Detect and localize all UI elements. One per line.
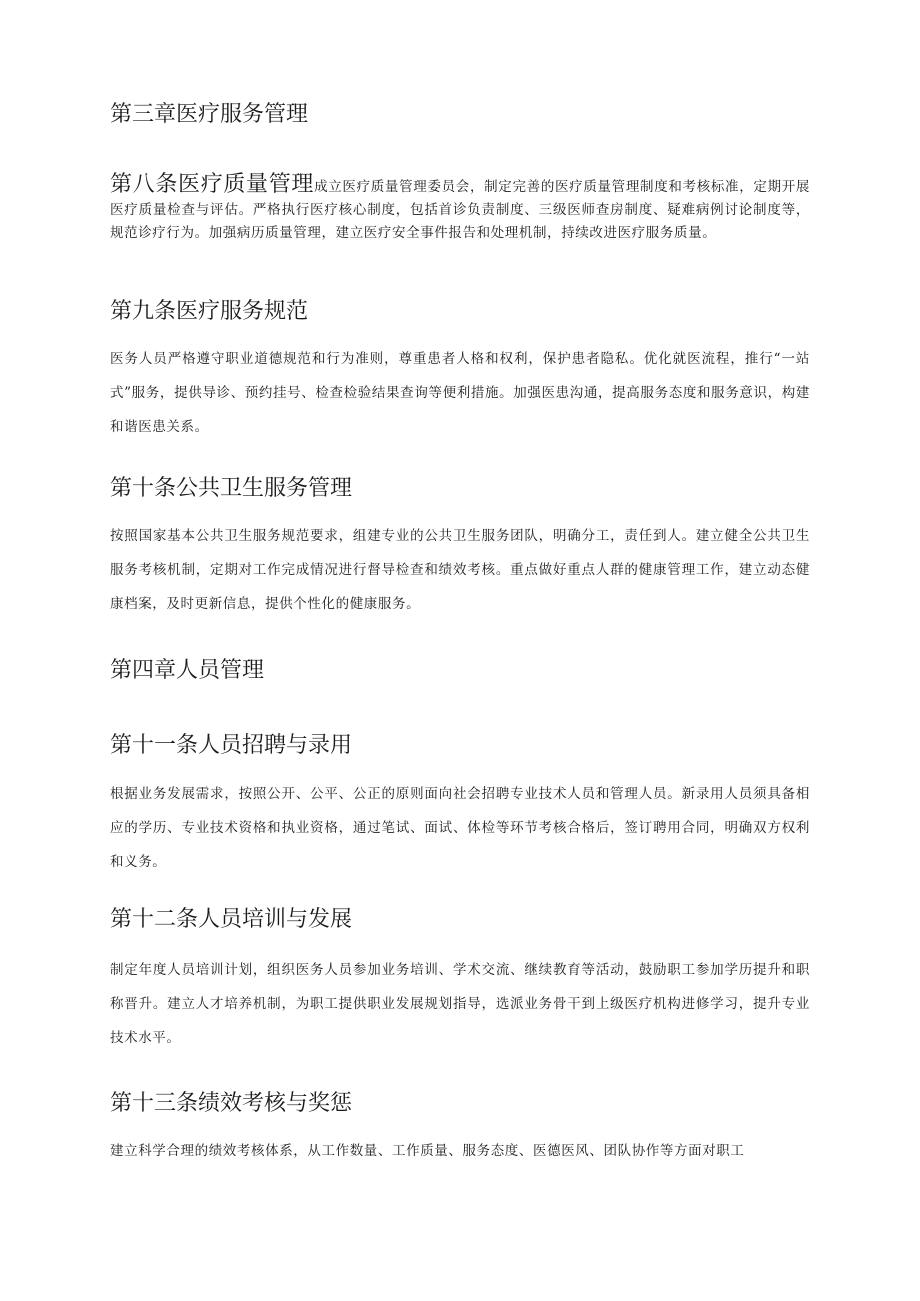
chapter-4-heading: 第四章人员管理 bbox=[110, 658, 265, 683]
article-11-heading: 第十一条人员招聘与录用 bbox=[110, 733, 353, 758]
article-12-body: 制定年度人员培训计划，组织医务人员参加业务培训、学术交流、继续教育等活动，鼓励职工参加学历提升和职称晋升。建立人才培养机制，为职工提供职业发展规划指导，选派业务骨干到上级医疗机构进修学习，提升专业技术水平。 bbox=[110, 962, 810, 1046]
article-9-heading: 第九条医疗服务规范 bbox=[110, 299, 309, 324]
article-8-paragraph bbox=[110, 173, 810, 245]
article-12-heading: 第十二条人员培训与发展 bbox=[110, 907, 353, 932]
article-8-heading: 第八条医疗质量管理 bbox=[110, 172, 315, 197]
article-9-body: 医务人员严格遵守职业道德规范和行为准则，尊重患者人格和权利，保护患者隐私。优化就医流程，推行“一站式”服务，提供导诊、预约挂号、检查检验结果查询等便利措施。加强医患沟通，提高服务态度和服务意识，构建和谐医患关系。 bbox=[110, 351, 810, 435]
article-13-heading: 第十三条绩效考核与奖惩 bbox=[110, 1091, 353, 1116]
article-8-body: 成立医疗质量管理委员会，制定完善的医疗质量管理制度和考核标准，定期开展医疗质量检查与评估。严格执行医疗核心制度，包括首诊负责制度、三级医师查房制度、疑难病例讨论制度等，规范诊疗行为。加强病历质量管理，建立医疗安全事件报告和处理机制，持续改进医疗服务质量。 bbox=[110, 179, 811, 241]
article-10-body: 按照国家基本公共卫生服务规范要求，组建专业的公共卫生服务团队，明确分工，责任到人。建立健全公共卫生服务考核机制，定期对工作完成情况进行督导检查和绩效考核。重点做好重点人群的健康管理工作，建立动态健康档案，及时更新信息，提供个性化的健康服务。 bbox=[110, 528, 810, 612]
chapter-3-heading: 第三章医疗服务管理 bbox=[110, 102, 309, 127]
article-10-heading: 第十条公共卫生服务管理 bbox=[110, 476, 353, 501]
article-13-body: 建立科学合理的绩效考核体系，从工作数量、工作质量、服务态度、医德医风、团队协作等方面对职工 bbox=[110, 1143, 745, 1159]
article-11-body: 根据业务发展需求，按照公开、公平、公正的原则面向社会招聘专业技术人员和管理人员。新录用人员须具备相应的学历、专业技术资格和执业资格，通过笔试、面试、体检等环节考核合格后，签订聘用合同，明确双方权利和义务。 bbox=[110, 786, 810, 870]
